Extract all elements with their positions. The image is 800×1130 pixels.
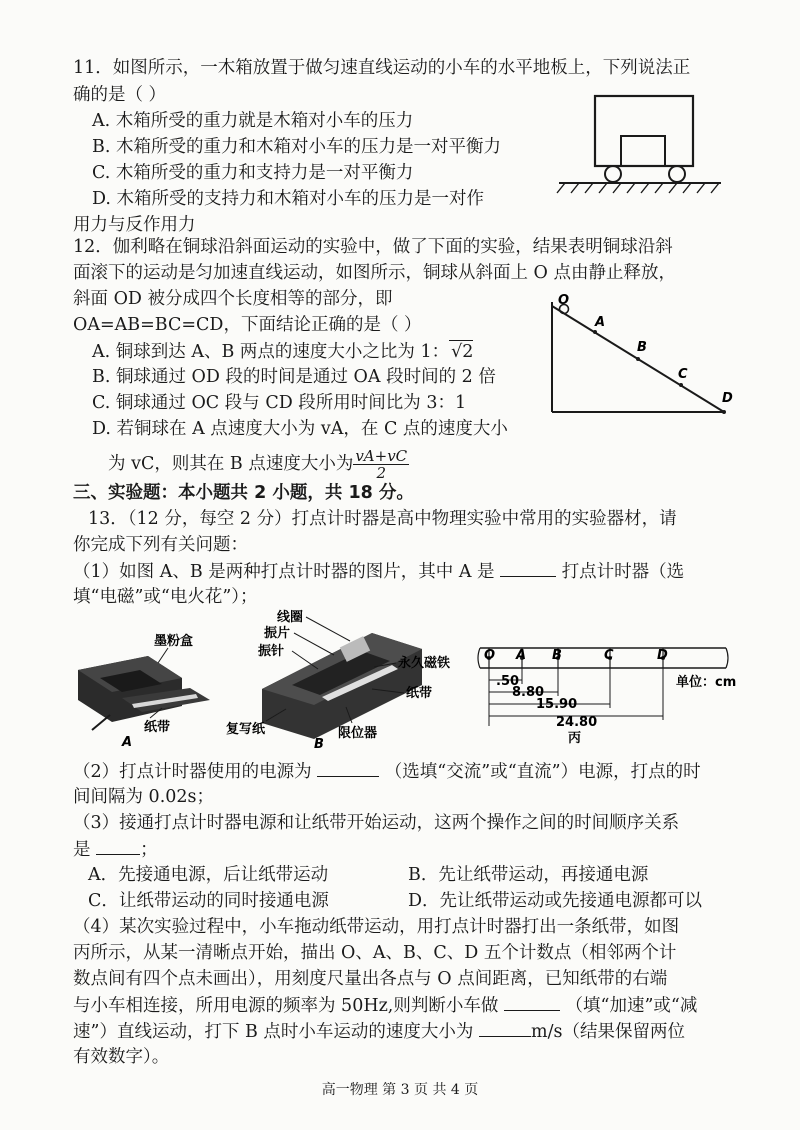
ground-hatch	[557, 183, 719, 193]
cart-wheel-right	[669, 166, 685, 182]
q13-part1-line2: 填“电磁”或“电火花”）；	[73, 587, 258, 607]
sqrt-value: 2	[462, 342, 474, 362]
q13-part3-option-b: B．先让纸带运动，再接通电源	[408, 865, 649, 885]
point-c-dot	[679, 383, 683, 387]
q13-part4-text-d: 与小车相连接，所用电源的频率为 50Hz,则判断小车做	[73, 996, 499, 1016]
tape-dist-od: 24.80	[556, 715, 598, 730]
point-d-dot	[722, 410, 726, 414]
q12-stem-line3: 斜面 OD 被分成四个长度相等的部分，即	[73, 289, 393, 309]
q13-part3-option-c: C．让纸带运动的同时接通电源	[88, 891, 329, 911]
point-b-dot	[636, 357, 640, 361]
tape-right-break	[726, 648, 728, 668]
q13-part4-text-f: 速”）直线运动，打下 B 点时小车运动的速度大小为	[73, 1022, 474, 1042]
q13-part3-line2	[73, 838, 158, 861]
q13-answer-blank-4[interactable]	[504, 994, 560, 1011]
q13-answer-blank-2[interactable]	[317, 760, 379, 777]
fraction-vb	[353, 448, 409, 481]
q11-option-b: B. 木箱所受的重力和木箱对小车的压力是一对平衡力	[92, 137, 501, 157]
fig-a-label-toner: 墨粉盒	[154, 634, 194, 649]
q13-part4-line4	[73, 994, 697, 1017]
q13-part4-line5	[73, 1020, 685, 1043]
sqrt-symbol: √2	[451, 342, 474, 362]
fig-a-caption: A	[122, 735, 133, 750]
q11-option-d-cont: 用力与反作用力	[73, 215, 196, 235]
q12-option-a-text: A. 铜球到达 A、B 两点的速度大小之比为 1：	[92, 342, 450, 362]
q12-option-d: D. 若铜球在 A 点速度大小为 vA，在 C 点的速度大小	[92, 419, 508, 439]
incline-label-a: A	[595, 315, 606, 330]
fig-b-label-coil: 线圈	[277, 610, 304, 625]
q12-stem-line4: OA=AB=BC=CD，下面结论正确的是（ ）	[73, 315, 422, 335]
q13-part3-text: 是	[73, 840, 91, 860]
fig-b-label-tape: 纸带	[406, 686, 433, 701]
q11-option-d: D. 木箱所受的支持力和木箱对小车的压力是一对作	[92, 189, 485, 209]
tape-label-c: C	[604, 648, 614, 663]
q12-stem-line2: 面滚下的运动是匀加速直线运动，如图所示，铜球从斜面上 O 点由静止释放，	[73, 263, 676, 283]
tape-caption: 丙	[568, 731, 582, 746]
fig-b-label-magnet: 永久磁铁	[398, 656, 451, 671]
q13-part3-option-a: A．先接通电源，后让纸带运动	[88, 865, 329, 885]
incline-figure	[540, 292, 745, 422]
tape-label-b: B	[552, 648, 562, 663]
q12-option-b: B. 铜球通过 OD 段的时间是通过 OA 段时间的 2 倍	[92, 367, 496, 387]
tape-unit: 单位：cm	[676, 675, 736, 690]
tape-dist-oa: .50	[496, 674, 520, 689]
q13-part2-line1	[73, 760, 701, 783]
q13-answer-blank-3[interactable]	[96, 838, 140, 855]
q12-option-d-cont-text: 为 vC，则其在 B 点速度大小为	[108, 454, 354, 474]
q12-option-c: C. 铜球通过 OC 段与 CD 段所用时间比为 3：1	[92, 393, 467, 413]
q13-part4-line1: （4）某次实验过程中，小车拖动纸带运动，用打点计时器打出一条纸带，如图	[73, 917, 680, 937]
incline-label-c: C	[678, 367, 688, 382]
q13-part2-line2: 间间隔为 0.02s；	[73, 787, 215, 807]
tape-label-a: A	[516, 648, 527, 663]
tape-label-o: O	[484, 648, 496, 663]
incline-label-o: O	[558, 293, 570, 308]
q13-part4-text-e: （填“加速”或“减	[565, 996, 698, 1016]
timer-figure-b	[222, 605, 477, 750]
page-footer: 高一物理 第 3 页 共 4 页	[321, 1082, 479, 1098]
fig-b-label-carbon: 复写纸	[226, 722, 266, 737]
cart-body	[595, 96, 693, 166]
cart-figure	[555, 92, 725, 202]
q11-option-a: A. 木箱所受的重力就是木箱对小车的压力	[92, 111, 414, 131]
q13-part4-line2: 丙所示，从某一清晰点开始，描出 O、A、B、C、D 五个计数点（相邻两个计	[73, 943, 677, 963]
fig-a-label-tape: 纸带	[144, 720, 171, 735]
q13-answer-blank-1[interactable]	[500, 560, 556, 577]
q12-option-a	[92, 340, 473, 363]
section-3-title: 三、实验题：本小题共 2 小题，共 18 分。	[73, 483, 414, 503]
tape-dist-ob: 8.80	[512, 685, 545, 700]
q11-stem-line1: 11．如图所示，一木箱放置于做匀速直线运动的小车的水平地板上，下列说法正	[73, 58, 691, 78]
cart-wheel-left	[605, 166, 621, 182]
fig-b-label-needle: 振针	[258, 644, 285, 659]
tape-dist-oc: 15.90	[536, 697, 578, 712]
fraction-denominator: 2	[376, 464, 387, 482]
q13-stem-line1: 13．（12 分，每空 2 分）打点计时器是高中物理实验中常用的实验器材，请	[88, 509, 677, 529]
q13-part3-option-d: D．先让纸带运动或先接通电源都可以	[408, 891, 703, 911]
fraction-numerator: vA+vC	[355, 447, 408, 465]
q13-part4-line6: 有效数字）。	[73, 1047, 170, 1067]
q13-part1-text-a: （1）如图 A、B 是两种打点计时器的图片，其中 A 是	[73, 562, 495, 582]
q13-stem-line2: 你完成下列有关问题：	[73, 535, 248, 555]
q13-part3-semicolon: ；	[140, 840, 158, 860]
point-a-dot	[593, 330, 597, 334]
wooden-box	[621, 136, 665, 166]
q12-stem-line1: 12．伽利略在铜球沿斜面运动的实验中，做了下面的实验，结果表明铜球沿斜	[73, 237, 673, 257]
fig-b-caption: B	[314, 737, 324, 750]
paper-tape-figure	[476, 640, 736, 750]
q13-part3-line1: （3）接通打点计时器电源和让纸带开始运动，这两个操作之间的时间顺序关系	[73, 813, 680, 833]
timer-figure-a	[70, 630, 220, 750]
q13-answer-blank-5[interactable]	[479, 1020, 531, 1037]
q12-option-d-cont	[108, 448, 409, 481]
incline-label-d: D	[722, 391, 733, 406]
q13-part4-text-g: m/s（结果保留两位	[531, 1022, 685, 1042]
q13-part2-text-a: （2）打点计时器使用的电源为	[73, 762, 312, 782]
incline-label-b: B	[637, 340, 647, 355]
tape-label-d: D	[657, 648, 668, 663]
q13-part1-line1	[73, 560, 684, 583]
q13-part4-line3: 数点间有四个点未画出），用刻度尺量出各点与 O 点间距离，已知纸带的右端	[73, 969, 668, 989]
fig-b-label-reed: 振片	[264, 626, 291, 641]
q11-option-c: C. 木箱所受的重力和支持力是一对平衡力	[92, 163, 414, 183]
q11-stem-line2: 确的是（ ）	[73, 85, 167, 105]
q13-part2-text-b: （选填“交流”或“直流”）电源，打点的时	[384, 762, 701, 782]
fig-b-label-limiter: 限位器	[338, 726, 378, 741]
tape-left-break	[478, 648, 480, 668]
q13-part1-text-b: 打点计时器（选	[561, 562, 685, 582]
